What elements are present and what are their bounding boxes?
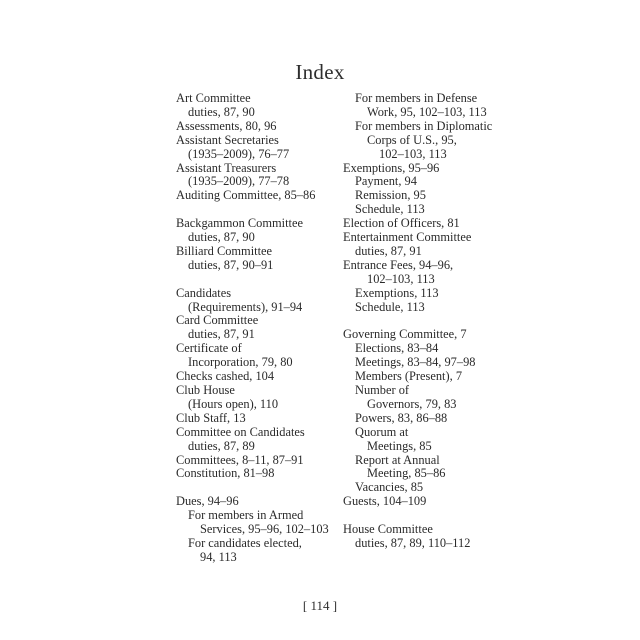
index-entry: Card Committee [176, 313, 259, 328]
index-subentry: Payment, 94 [355, 174, 417, 189]
index-subentry: Meeting, 85–86 [367, 466, 446, 481]
index-entry: House Committee [343, 522, 433, 537]
index-subentry: Report at Annual [355, 452, 440, 467]
index-subentry: Schedule, 113 [355, 299, 425, 314]
page-title: Index [295, 60, 345, 84]
index-column-left [176, 92, 336, 565]
index-subentry: Elections, 83–84 [355, 341, 439, 356]
index-subentry: Vacancies, 85 [355, 480, 424, 495]
index-subentry: 102–103, 113 [367, 271, 435, 286]
index-section-spacer [343, 315, 503, 329]
index-subentry: For members in Defense [355, 91, 478, 105]
index-section-spacer [343, 509, 503, 523]
index-subentry: Quorum at [355, 424, 409, 439]
index-subentry: Remission, 95 [355, 188, 426, 203]
index-section-spacer [176, 203, 336, 217]
index-entry: Club House [176, 383, 235, 397]
index-subentry: duties, 87, 91 [188, 327, 255, 342]
index-entry: Governing Committee, 7 [343, 327, 467, 342]
index-subentry: Members (Present), 7 [355, 369, 463, 384]
index-subentry: Meetings, 83–84, 97–98 [355, 355, 476, 370]
index-entry: Exemptions, 95–96 [343, 160, 440, 175]
index-entry: Backgammon Committee [176, 216, 303, 231]
index-subentry: Work, 95, 102–103, 113 [367, 104, 487, 119]
index-entry: Auditing Committee, 85–86 [176, 188, 316, 203]
index-entry: Guests, 104–109 [343, 494, 427, 509]
index-entry: Club Staff, 13 [176, 410, 246, 425]
index-subentry: Powers, 83, 86–88 [355, 410, 448, 425]
index-entry: Checks cashed, 104 [176, 369, 275, 384]
index-subentry: 102–103, 113 [379, 146, 447, 161]
index-subentry: Number of [355, 383, 410, 398]
index-subentry: Exemptions, 113 [355, 285, 439, 300]
index-entry: Entertainment Committee [343, 230, 472, 245]
index-entry: Billiard Committee [176, 243, 273, 258]
index-subentry: (Requirements), 91–94 [188, 299, 303, 314]
index-subentry: For members in Diplomatic [355, 118, 493, 133]
index-subentry: duties, 87, 89, 110–112 [355, 535, 471, 550]
index-section-spacer [176, 481, 336, 495]
index-column-right [343, 92, 503, 551]
index-subentry: duties, 87, 91 [355, 243, 422, 258]
index-subentry: (1935–2009), 77–78 [188, 174, 290, 189]
index-subentry: duties, 87, 90 [188, 230, 255, 245]
index-entry: Assessments, 80, 96 [176, 118, 277, 133]
index-subentry: 94, 113 [200, 549, 237, 564]
index-entry: Dues, 94–96 [176, 494, 239, 509]
index-section-spacer [176, 273, 336, 287]
index-subentry: (1935–2009), 76–77 [188, 146, 290, 161]
index-subentry: (Hours open), 110 [188, 396, 279, 411]
index-subentry: For candidates elected, [188, 535, 302, 550]
index-subentry: Governors, 79, 83 [367, 396, 457, 411]
page-number: [ 114 ] [302, 598, 338, 613]
index-subentry: duties, 87, 90–91 [188, 257, 274, 272]
index-subentry: duties, 87, 90 [188, 104, 255, 119]
index-subentry: Incorporation, 79, 80 [188, 355, 293, 370]
index-subentry: For members in Armed [188, 508, 304, 523]
index-entry: Entrance Fees, 94–96, [343, 257, 454, 272]
index-subentry: duties, 87, 89 [188, 438, 255, 453]
index-entry: Assistant Secretaries [176, 132, 279, 147]
index-subentry: Schedule, 113 [355, 202, 425, 217]
index-entry: Candidates [176, 285, 232, 300]
index-entry: Assistant Treasurers [176, 160, 277, 175]
index-subentry: Corps of U.S., 95, [367, 132, 457, 147]
index-entry: Constitution, 81–98 [176, 466, 275, 481]
index-entry: Certificate of [176, 341, 242, 356]
index-subentry: Services, 95–96, 102–103 [200, 522, 329, 537]
index-entry: Committees, 8–11, 87–91 [176, 452, 304, 467]
index-entry: Election of Officers, 81 [343, 216, 460, 231]
index-entry: Committee on Candidates [176, 424, 305, 439]
index-subentry: Meetings, 85 [367, 438, 432, 453]
index-entry: Art Committee [176, 91, 251, 105]
